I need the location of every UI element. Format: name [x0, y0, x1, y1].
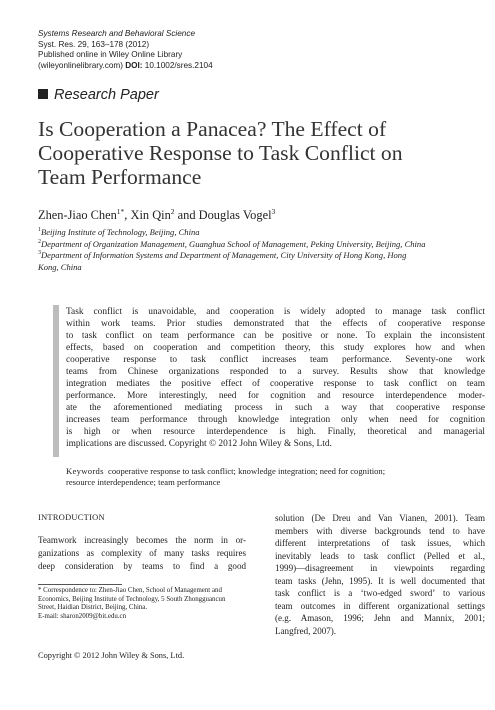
abstract-line: cooperative response to task conflict increases team performance. Seventy-one work — [66, 355, 485, 366]
journal-reference — [38, 29, 458, 71]
journal-name: Systems Research and Behavioral Science — [38, 29, 196, 38]
author-name: Douglas Vogel — [198, 208, 272, 222]
square-bullet-icon — [38, 89, 48, 99]
site-link[interactable]: (wileyonlinelibrary.com) — [38, 60, 123, 70]
abstract-line: integration mediates the positive effect of cooperative response to task conflict on team — [66, 379, 485, 390]
doi-label: DOI: — [125, 60, 143, 70]
affiliation: $^3$Department of Information Systems and Department of Management, City University of Hong Kong, Hong — [38, 250, 407, 261]
correspondence-footnote — [38, 587, 250, 621]
author-affil-mark: 1* — [116, 206, 125, 216]
keywords-line: Keywords cooperative response to task conflict; knowledge integration; need for cognition; — [66, 466, 386, 476]
author-name: Xin Qin — [130, 208, 171, 222]
body-line: solution (De Dreu and Van Vianen, 2001). Team — [275, 513, 485, 523]
body-line: task conflict is a ‘two-edged sword’ to various — [275, 588, 485, 599]
abstract-line: implications are discussed. Copyright © 2012 John Wiley & Sons, Ltd. — [66, 439, 332, 450]
footnote-email[interactable]: E-mail: sharon2009@bit.edu.cn — [38, 612, 127, 620]
published-online: Published online in Wiley Online Library — [38, 50, 183, 60]
affiliation: $^1$Beijing Institute of Technology, Beijing, China — [38, 227, 200, 237]
title-line: Cooperative Response to Task Conflict on — [38, 141, 403, 165]
body-line: (e.g. Amason, 1996; Jehn and Mannix, 2001; — [275, 613, 485, 624]
abstract-line: is high or when resource interdependence is high. Finally, theoretical and managerial — [66, 427, 485, 438]
body-line: ganizations as complexity of many tasks requires — [38, 547, 246, 558]
affiliation: $^2$Department of Organization Management, Guanghua School of Management, Peking University, Beijing, China — [38, 238, 426, 249]
abstract-line: to task conflict on team performance can be positive or none. To explain the inconsistent — [66, 331, 485, 342]
body-line: Langfred, 2007). — [275, 625, 337, 636]
body-line: Teamwork increasingly becomes the norm in or- — [38, 535, 246, 545]
author-list: Zhen-Jiao Chen$^{1*}$, Xin Qin$^2$ and Douglas Vogel$^3$ — [38, 206, 276, 222]
paper-title — [38, 117, 478, 189]
abstract — [66, 306, 485, 450]
citation: Syst. Res. 29, 163–178 (2012) — [38, 39, 150, 49]
body-column-right — [275, 512, 485, 637]
abstract-line: ate the aforementioned mediating process in such a way that cooperative response — [66, 403, 485, 414]
body-line: team tasks (Jehn, 1995). It is well documented that — [275, 575, 485, 586]
affiliation: Kong, China — [38, 261, 82, 272]
footnote-line: Economics, Beijing Institute of Technology, 5 South Zhongguancun — [38, 595, 226, 603]
doi-line — [38, 61, 458, 72]
body-line: different interpretations of task issues, which — [275, 538, 485, 549]
abstract-side-bar — [53, 305, 59, 457]
keywords-label: Keywords — [66, 466, 104, 476]
body-line: deep consideration by teams to find a good — [38, 560, 246, 571]
author-affil-mark: 3 — [271, 206, 276, 216]
body-line: members with diverse backgrounds tend to have — [275, 525, 485, 536]
section-heading-introduction: INTRODUCTION — [38, 513, 105, 522]
body-line: inevitably leads to task conflict (Pelled et al., — [275, 550, 485, 561]
doi-link[interactable]: 10.1002/sres.2104 — [144, 60, 213, 70]
footnote-line: Street, Haidian District, Beijing, China. — [38, 604, 148, 612]
body-line: 1999)—disagreement in viewpoints regarding — [275, 563, 485, 574]
footnote-rule — [38, 584, 122, 585]
title-line: Is Cooperation a Panacea? The Effect of — [38, 117, 387, 141]
abstract-line: Task conflict is unavoidable, and cooperation is widely adopted to manage task conflict — [66, 307, 485, 317]
abstract-line: performance. More interestingly, need for cognition and resource interdependence moder- — [66, 391, 485, 402]
author-name: Zhen-Jiao Chen — [38, 208, 117, 222]
abstract-line: within work teams. Prior studies demonstrated that the effects of cooperative response — [66, 319, 485, 330]
abstract-line: teams from Chinese organizations responded to a survey. Results show that knowledge — [66, 367, 485, 378]
abstract-line: increases team performance through knowledge integration only when need for cognition — [66, 415, 485, 426]
body-line: team outcomes in different organizational settings — [275, 600, 485, 611]
keywords-line: resource interdependence; team performance — [66, 477, 221, 488]
abstract-line: effects, based on cooperation and competition theory, this study explores how and when — [66, 343, 485, 354]
keywords — [66, 466, 485, 489]
title-line: Team Performance — [38, 165, 202, 189]
affiliations — [38, 227, 483, 273]
body-column-left — [38, 534, 246, 572]
section-label: Research Paper — [38, 86, 159, 104]
footnote-line: * Correspondence to: Zhen-Jiao Chen, School of Management and — [38, 587, 222, 594]
author-affil-mark: 2 — [170, 206, 175, 216]
page-copyright: Copyright © 2012 John Wiley & Sons, Ltd. — [38, 651, 185, 660]
